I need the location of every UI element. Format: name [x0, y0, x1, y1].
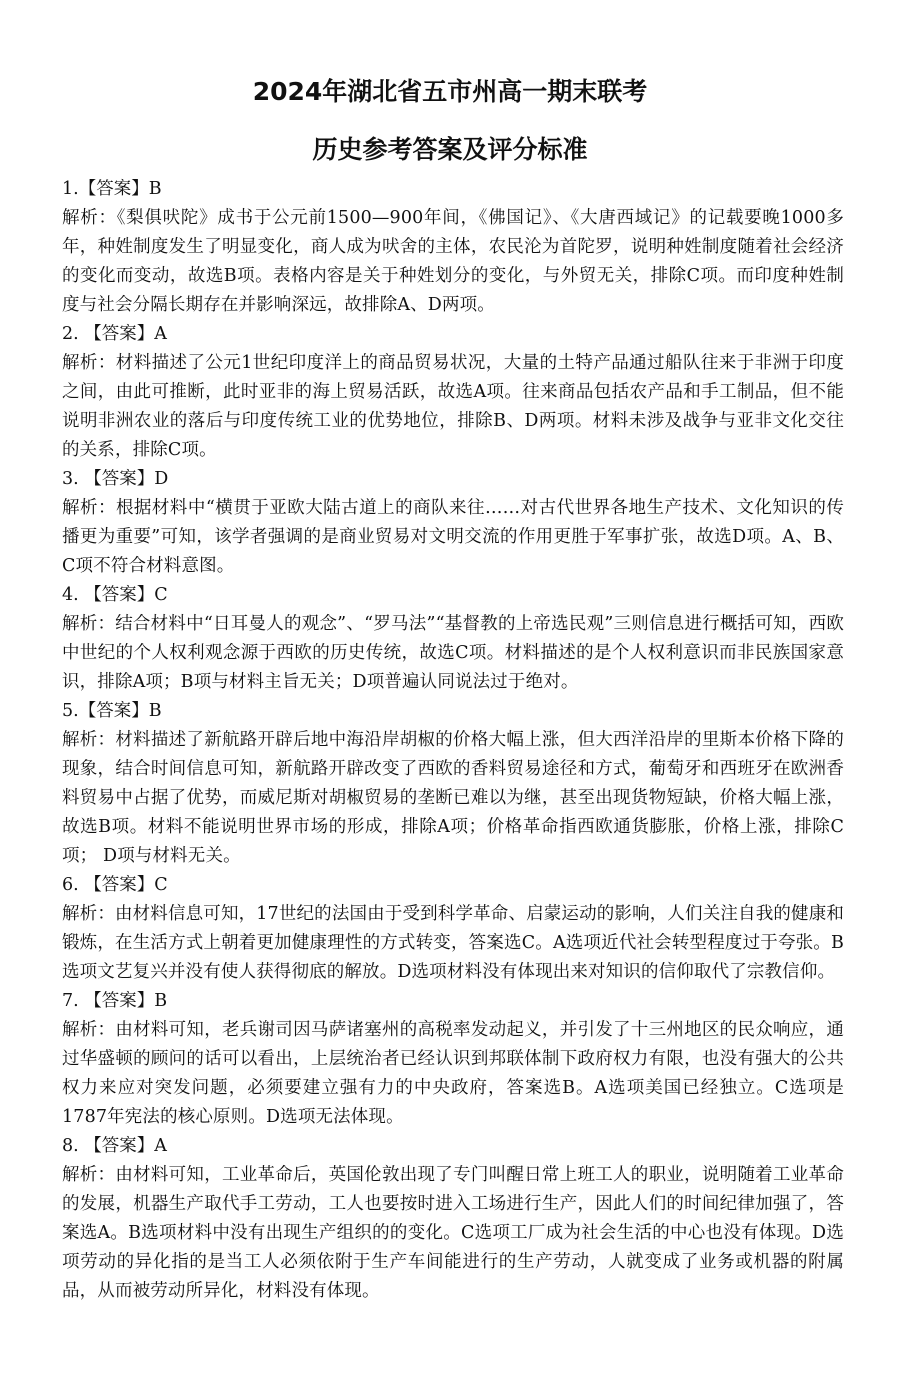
answer-line: 5.【答案】B: [62, 701, 162, 721]
explanation: 解析：《梨俱吠陀》成书于公元前1500—900年间，《佛国记》、《大唐西域记》的记载要晚1000多年，种姓制度发生了明显变化，商人成为吠舍的主体，农民沦为首陀罗，说明种姓制度随着社会经济的变化而变动，故选B项。表格内容是关于种姓划分的变化，与外贸无关，排除C项。而印度种姓制度与社会分隔长期存在并影响深远，故排除A、D两项。: [62, 208, 844, 315]
question-7: [62, 987, 844, 1132]
question-4: [62, 581, 844, 697]
question-3: [62, 465, 844, 581]
answer-line: 8. 【答案】A: [62, 1136, 167, 1156]
answer-line: 6. 【答案】C: [62, 875, 168, 895]
explanation: 解析：结合材料中“日耳曼人的观念”、“罗马法”“基督教的上帝选民观”三则信息进行概括可知，西欧中世纪的个人权利观念源于西欧的历史传统，故选C项。材料描述的是个人权利意识而非民族国家意识，排除A项；B项与材料主旨无关；D项普遍认同说法过于绝对。: [62, 614, 844, 692]
question-6: [62, 871, 844, 987]
answer-line: 3. 【答案】D: [62, 469, 169, 489]
answer-list: [62, 175, 844, 1306]
explanation: 解析：由材料可知，老兵谢司因马萨诸塞州的高税率发动起义，并引发了十三州地区的民众响应，通过华盛顿的顾问的话可以看出，上层统治者已经认识到邦联体制下政府权力有限，也没有强大的公共权力来应对突发问题，必须要建立强有力的中央政府，答案选B。A选项美国已经独立。C选项是1787年宪法的核心原则。D选项无法体现。: [62, 1020, 844, 1127]
answer-line: 7. 【答案】B: [62, 991, 168, 1011]
explanation: 解析：材料描述了新航路开辟后地中海沿岸胡椒的价格大幅上涨，但大西洋沿岸的里斯本价格下降的现象，结合时间信息可知，新航路开辟改变了西欧的香料贸易途径和方式，葡萄牙和西班牙在欧洲香料贸易中占据了优势，而威尼斯对胡椒贸易的垄断已难以为继，甚至出现货物短缺，价格大幅上涨，故选B项。材料不能说明世界市场的形成，排除A项；价格革命指西欧通货膨胀，价格上涨，排除C项； D项与材料无关。: [62, 730, 844, 866]
explanation: 解析：根据材料中“横贯于亚欧大陆古道上的商队来往……对古代世界各地生产技术、文化知识的传播更为重要”可知，该学者强调的是商业贸易对文明交流的作用更胜于军事扩张，故选D项。A、B、C项不符合材料意图。: [62, 498, 844, 576]
question-1: [62, 175, 844, 320]
answer-line: 4. 【答案】C: [62, 585, 168, 605]
document-subtitle: 历史参考答案及评分标准: [312, 135, 588, 164]
explanation: 解析：由材料可知，工业革命后，英国伦敦出现了专门叫醒日常上班工人的职业，说明随着工业革命的发展，机器生产取代手工劳动，工人也要按时进入工场进行生产，因此人们的时间纪律加强了，答案选A。B选项材料中没有出现生产组织的的变化。C选项工厂成为社会生活的中心也没有体现。D选项劳动的异化指的是当工人必须依附于生产车间能进行的生产劳动，人就变成了业务或机器的附属品，从而被劳动所异化，材料没有体现。: [62, 1165, 844, 1301]
answer-line: 2. 【答案】A: [62, 324, 167, 344]
explanation: 解析：材料描述了公元1世纪印度洋上的商品贸易状况，大量的土特产品通过船队往来于非洲于印度之间，由此可推断，此时亚非的海上贸易活跃，故选A项。往来商品包括农产品和手工制品，但不能说明非洲农业的落后与印度传统工业的优势地位，排除B、D两项。材料未涉及战争与亚非文化交往的关系，排除C项。: [62, 353, 844, 460]
question-8: [62, 1132, 844, 1306]
explanation: 解析：由材料信息可知，17世纪的法国由于受到科学革命、启蒙运动的影响，人们关注自我的健康和锻炼，在生活方式上朝着更加健康理性的方式转变，答案选C。A选项近代社会转型程度过于夸张。B选项文艺复兴并没有使人获得彻底的解放。D选项材料没有体现出来对知识的信仰取代了宗教信仰。: [62, 904, 844, 982]
document-title: 2024年湖北省五市州高一期末联考: [252, 77, 648, 106]
answer-line: 1.【答案】B: [62, 179, 162, 199]
question-5: [62, 697, 844, 871]
question-2: [62, 320, 844, 465]
